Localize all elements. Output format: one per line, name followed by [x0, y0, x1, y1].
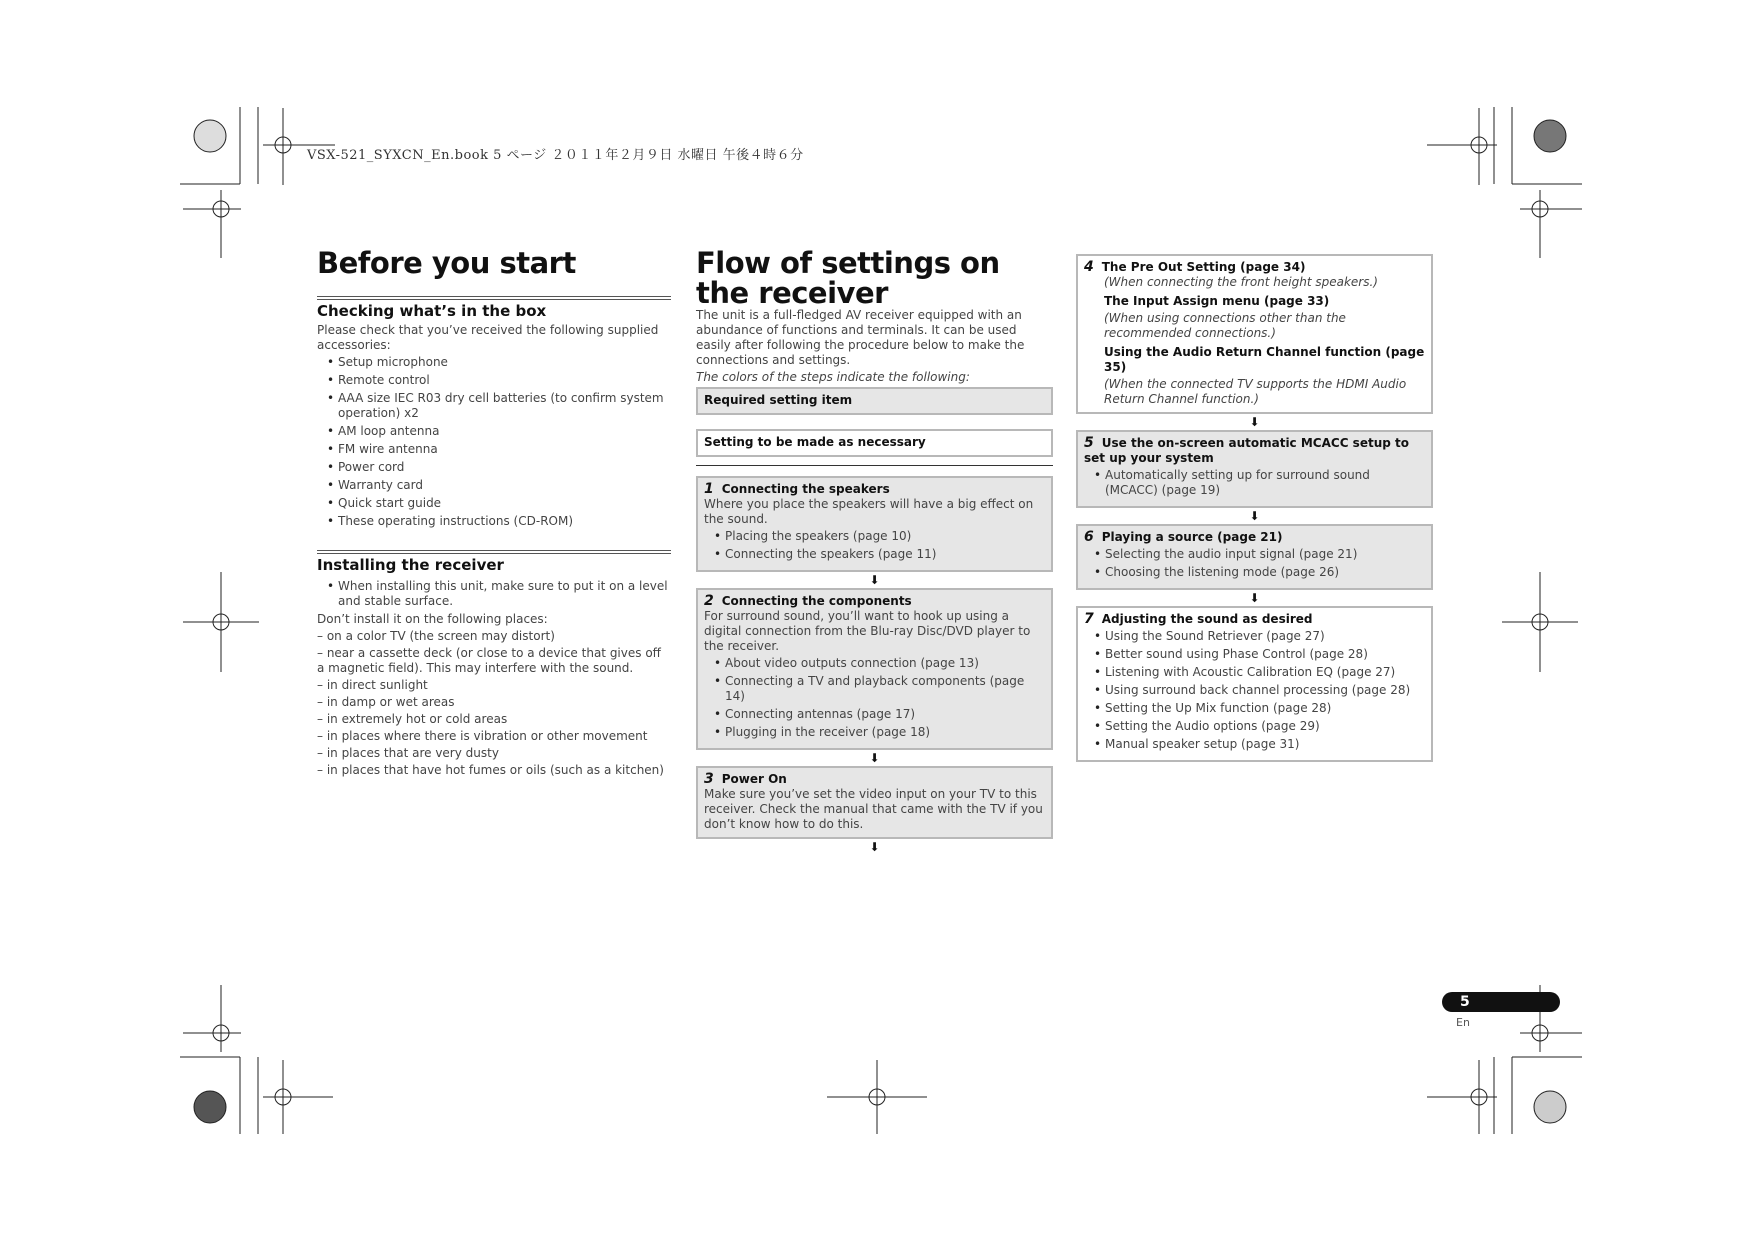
step-5-box: [1076, 430, 1433, 508]
step-number: 7: [1084, 611, 1094, 627]
step-number: 3: [704, 771, 714, 787]
step-subtitle: Using the Audio Return Channel function (page 35): [1104, 345, 1425, 374]
step-note: (When connecting the front height speakers.): [1104, 275, 1378, 289]
list-item: • Automatically setting up for surround sound (MCACC) (page 19): [1094, 468, 1425, 498]
checking-box-intro: Please check that you’ve received the following supplied accessories:: [317, 323, 659, 352]
step-2-box: [696, 588, 1053, 750]
step-title: Adjusting the sound as desired: [1101, 612, 1313, 626]
step-7-box: [1076, 606, 1433, 762]
list-item: • Setting the Up Mix function (page 28): [1094, 701, 1425, 716]
list-item: • Remote control: [327, 373, 671, 388]
list-item: • Using surround back channel processing (page 28): [1094, 683, 1425, 698]
flow-of-settings-column: [696, 248, 1053, 855]
divider: [696, 465, 1053, 466]
install-intro: Don’t install it on the following places:: [317, 612, 548, 626]
down-arrow-icon: ⬇: [1249, 415, 1260, 429]
list-item: • Placing the speakers (page 10): [714, 529, 1045, 544]
list-item: • Connecting a TV and playback components (page 14): [714, 674, 1045, 704]
step-1-box: [696, 476, 1053, 572]
legend-optional-box: [696, 429, 1053, 457]
place-item: – in places where there is vibration or other movement: [317, 729, 648, 743]
file-info-line: VSX-521_SYXCN_En.book 5 ページ ２０１１年２月９日 水曜日 午後４時６分: [307, 148, 804, 163]
step-number: 2: [704, 593, 714, 609]
list-item: • Using the Sound Retriever (page 27): [1094, 629, 1425, 644]
flow-continued-column: [1076, 254, 1433, 762]
checking-box-heading: Checking what’s in the box: [317, 296, 671, 323]
down-arrow-icon: ⬇: [869, 840, 880, 854]
down-arrow-icon: ⬇: [869, 573, 880, 587]
page-title-flow-of-settings: Flow of settings on the receiver: [696, 246, 1000, 310]
page-title-before-you-start: Before you start: [317, 246, 576, 280]
list-item: • Better sound using Phase Control (page 28): [1094, 647, 1425, 662]
accessory-list: [317, 355, 671, 529]
language-label: En: [1456, 1016, 1470, 1029]
place-item: – in damp or wet areas: [317, 695, 455, 709]
install-bullet-list: [317, 579, 671, 609]
step-number: 4: [1084, 259, 1094, 275]
legend-required-box: [696, 387, 1053, 415]
step-note: (When the connected TV supports the HDMI Audio Return Channel function.): [1104, 377, 1407, 406]
step-subtitle: The Input Assign menu (page 33): [1104, 294, 1330, 308]
list-item: • These operating instructions (CD-ROM): [327, 514, 671, 529]
list-item: • Connecting the speakers (page 11): [714, 547, 1045, 562]
before-you-start-column: [317, 248, 671, 780]
list-item: • Connecting antennas (page 17): [714, 707, 1045, 722]
step-number: 1: [704, 481, 714, 497]
step-number: 5: [1084, 435, 1094, 451]
down-arrow-icon: ⬇: [1249, 509, 1260, 523]
place-item: – near a cassette deck (or close to a device that gives off a magnetic field). This may interfere with the sound.: [317, 646, 661, 675]
step-6-box: [1076, 524, 1433, 590]
step-text: Where you place the speakers will have a big effect on the sound.: [704, 497, 1034, 526]
list-item: • Listening with Acoustic Calibration EQ (page 27): [1094, 665, 1425, 680]
list-item: • AAA size IEC R03 dry cell batteries (to confirm system operation) x2: [327, 391, 671, 421]
list-item: • Selecting the audio input signal (page 21): [1094, 547, 1425, 562]
step-title: The Pre Out Setting (page 34): [1101, 260, 1306, 274]
list-item: • Setup microphone: [327, 355, 671, 370]
list-item: • FM wire antenna: [327, 442, 671, 457]
legend-required-label: Required setting item: [704, 393, 853, 407]
step-4-box: [1076, 254, 1433, 414]
step-title: Connecting the speakers: [721, 482, 890, 496]
step-title: Power On: [721, 772, 787, 786]
list-item: • Power cord: [327, 460, 671, 475]
list-item: • Choosing the listening mode (page 26): [1094, 565, 1425, 580]
step-title: Use the on-screen automatic MCACC setup to set up your system: [1084, 436, 1409, 465]
flow-intro: The unit is a full-fledged AV receiver equipped with an abundance of functions and terminals. It can be used easily after following the procedure below to make the connections and settings.: [696, 308, 1025, 367]
list-item: • Plugging in the receiver (page 18): [714, 725, 1045, 740]
legend-optional-label: Setting to be made as necessary: [704, 435, 926, 449]
installing-heading: Installing the receiver: [317, 550, 671, 577]
page-number-badge: 5: [1442, 992, 1560, 1012]
step-title: Playing a source (page 21): [1101, 530, 1283, 544]
step-3-box: [696, 766, 1053, 839]
list-item: • Manual speaker setup (page 31): [1094, 737, 1425, 752]
place-item: – in places that are very dusty: [317, 746, 499, 760]
place-item: – in places that have hot fumes or oils (such as a kitchen): [317, 763, 664, 777]
list-item: • About video outputs connection (page 13): [714, 656, 1045, 671]
step-number: 6: [1084, 529, 1094, 545]
step-text: For surround sound, you’ll want to hook up using a digital connection from the Blu-ray Disc/DVD player to the receiver.: [704, 609, 1031, 653]
colors-note: The colors of the steps indicate the following:: [696, 370, 970, 384]
list-item: • AM loop antenna: [327, 424, 671, 439]
list-item: • Quick start guide: [327, 496, 671, 511]
list-item: • Warranty card: [327, 478, 671, 493]
place-item: – on a color TV (the screen may distort): [317, 629, 555, 643]
step-text: Make sure you’ve set the video input on your TV to this receiver. Check the manual that came with the TV if you don’t know how to do this.: [704, 787, 1043, 831]
place-item: – in direct sunlight: [317, 678, 428, 692]
place-item: – in extremely hot or cold areas: [317, 712, 508, 726]
down-arrow-icon: ⬇: [1249, 591, 1260, 605]
step-title: Connecting the components: [721, 594, 912, 608]
list-item: • Setting the Audio options (page 29): [1094, 719, 1425, 734]
down-arrow-icon: ⬇: [869, 751, 880, 765]
step-note: (When using connections other than the recommended connections.): [1104, 311, 1346, 340]
list-item: • When installing this unit, make sure to put it on a level and stable surface.: [327, 579, 671, 609]
